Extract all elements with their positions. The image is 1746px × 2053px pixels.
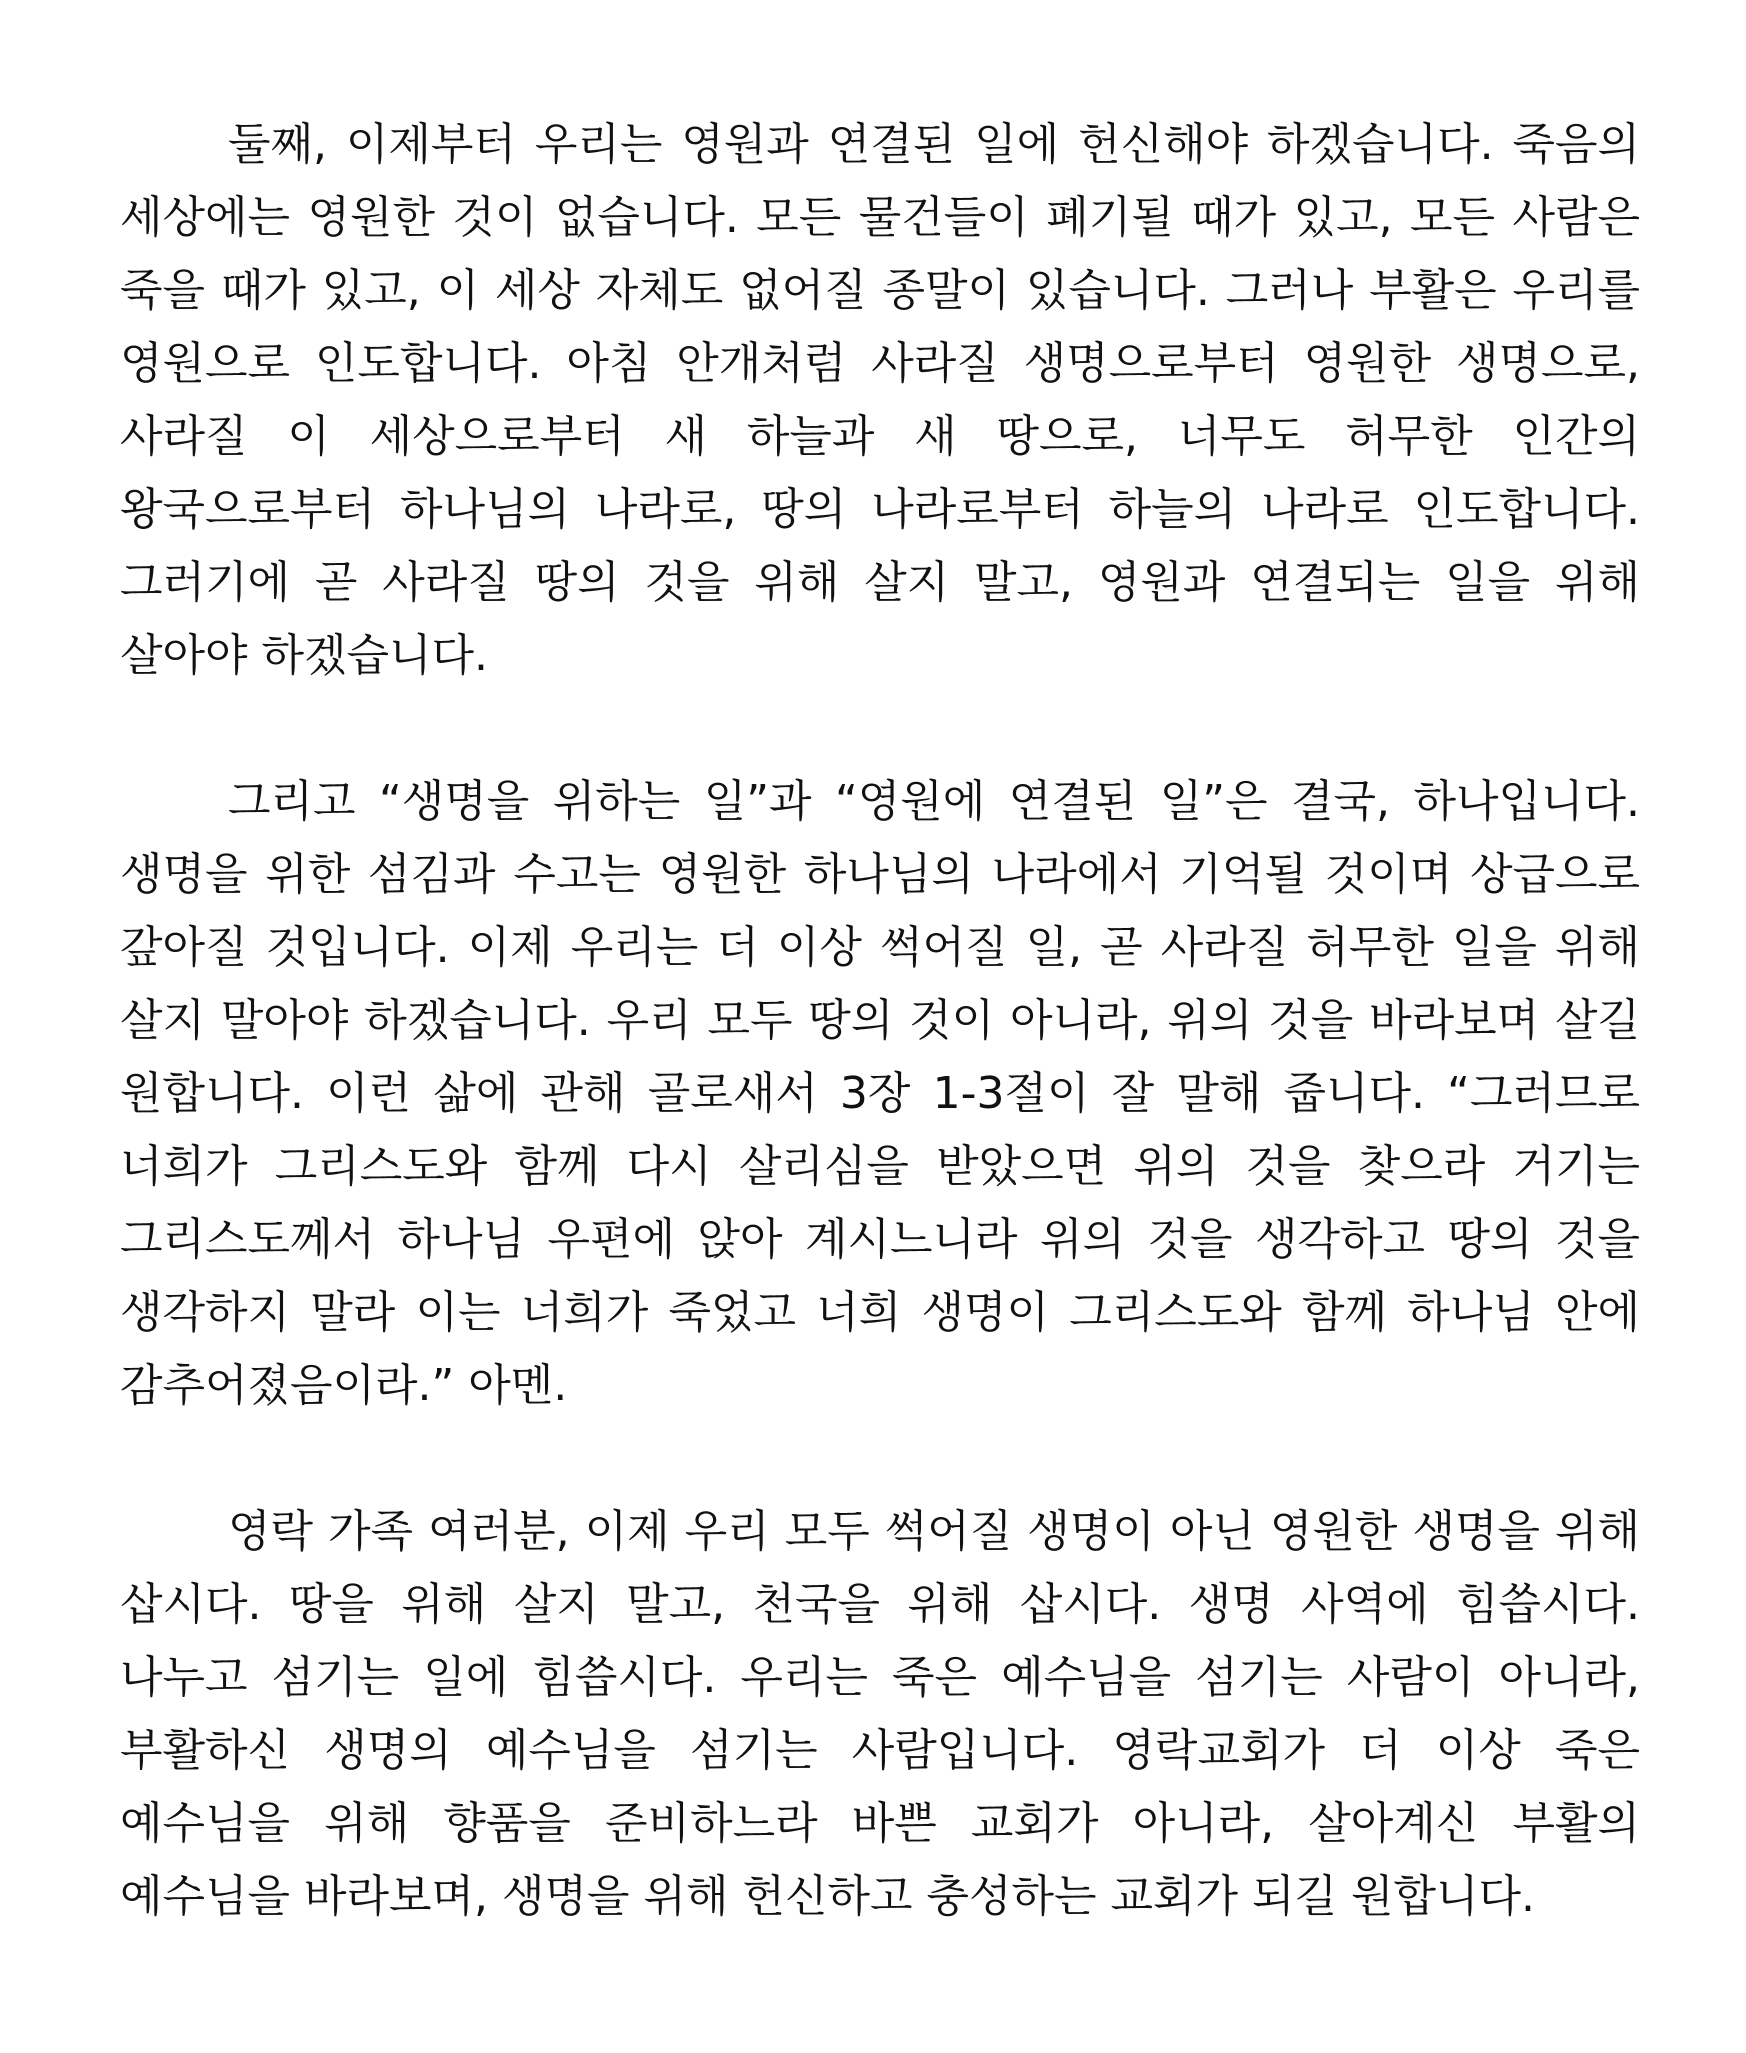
paragraph-second-point: 둘째, 이제부터 우리는 영원과 연결된 일에 헌신해야 하겠습니다. 죽음의 세상에는 영원한 것이 없습니다. 모든 물건들이 폐기될 때가 있고, 모든 사람은 죽을 때가 있고, 이 세상 자체도 없어질 종말이 있습니다. 그러나 부활은 우리를 영원으로 인도합니다. 아침 안개처럼 사라질 생명으로부터 영원한 생명으로, 사라질 이 세상으로부터 새 하늘과 새 땅으로, 너무도 허무한 인간의 왕국으로부터 하나님의 나라로, 땅의 나라로부터 하늘의 나라로 인도합니다. 그러기에 곧 사라질 땅의 것을 위해 살지 말고, 영원과 연결되는 일을 위해 살아야 하겠습니다.: [120, 119, 1640, 681]
document-page: [120, 108, 1640, 1933]
paragraph-exhortation: 영락 가족 여러분, 이제 우리 모두 썩어질 생명이 아닌 영원한 생명을 위해 삽시다. 땅을 위해 살지 말고, 천국을 위해 삽시다. 생명 사역에 힘씁시다. 나누고 섬기는 일에 힘씁시다. 우리는 죽은 예수님을 섬기는 사람이 아니라, 부활하신 생명의 예수님을 섬기는 사람입니다. 영락교회가 더 이상 죽은 예수님을 위해 향품을 준비하느라 바쁜 교회가 아니라, 살아계신 부활의 예수님을 바라보며, 생명을 위해 헌신하고 충성하는 교회가 되길 원합니다.: [120, 1506, 1640, 1922]
paragraph-colossians-quote: 그리고 “생명을 위하는 일”과 “영원에 연결된 일”은 결국, 하나입니다. 생명을 위한 섬김과 수고는 영원한 하나님의 나라에서 기억될 것이며 상급으로 갚아질 것입니다. 이제 우리는 더 이상 썩어질 일, 곧 사라질 허무한 일을 위해 살지 말아야 하겠습니다. 우리 모두 땅의 것이 아니라, 위의 것을 바라보며 살길 원합니다. 이런 삶에 관해 골로새서 3장 1-3절이 잘 말해 줍니다. “그러므로 너희가 그리스도와 함께 다시 살리심을 받았으면 위의 것을 찾으라 거기는 그리스도께서 하나님 우편에 앉아 계시느니라 위의 것을 생각하고 땅의 것을 생각하지 말라 이는 너희가 죽었고 너희 생명이 그리스도와 함께 하나님 안에 감추어졌음이라.” 아멘.: [120, 776, 1641, 1411]
